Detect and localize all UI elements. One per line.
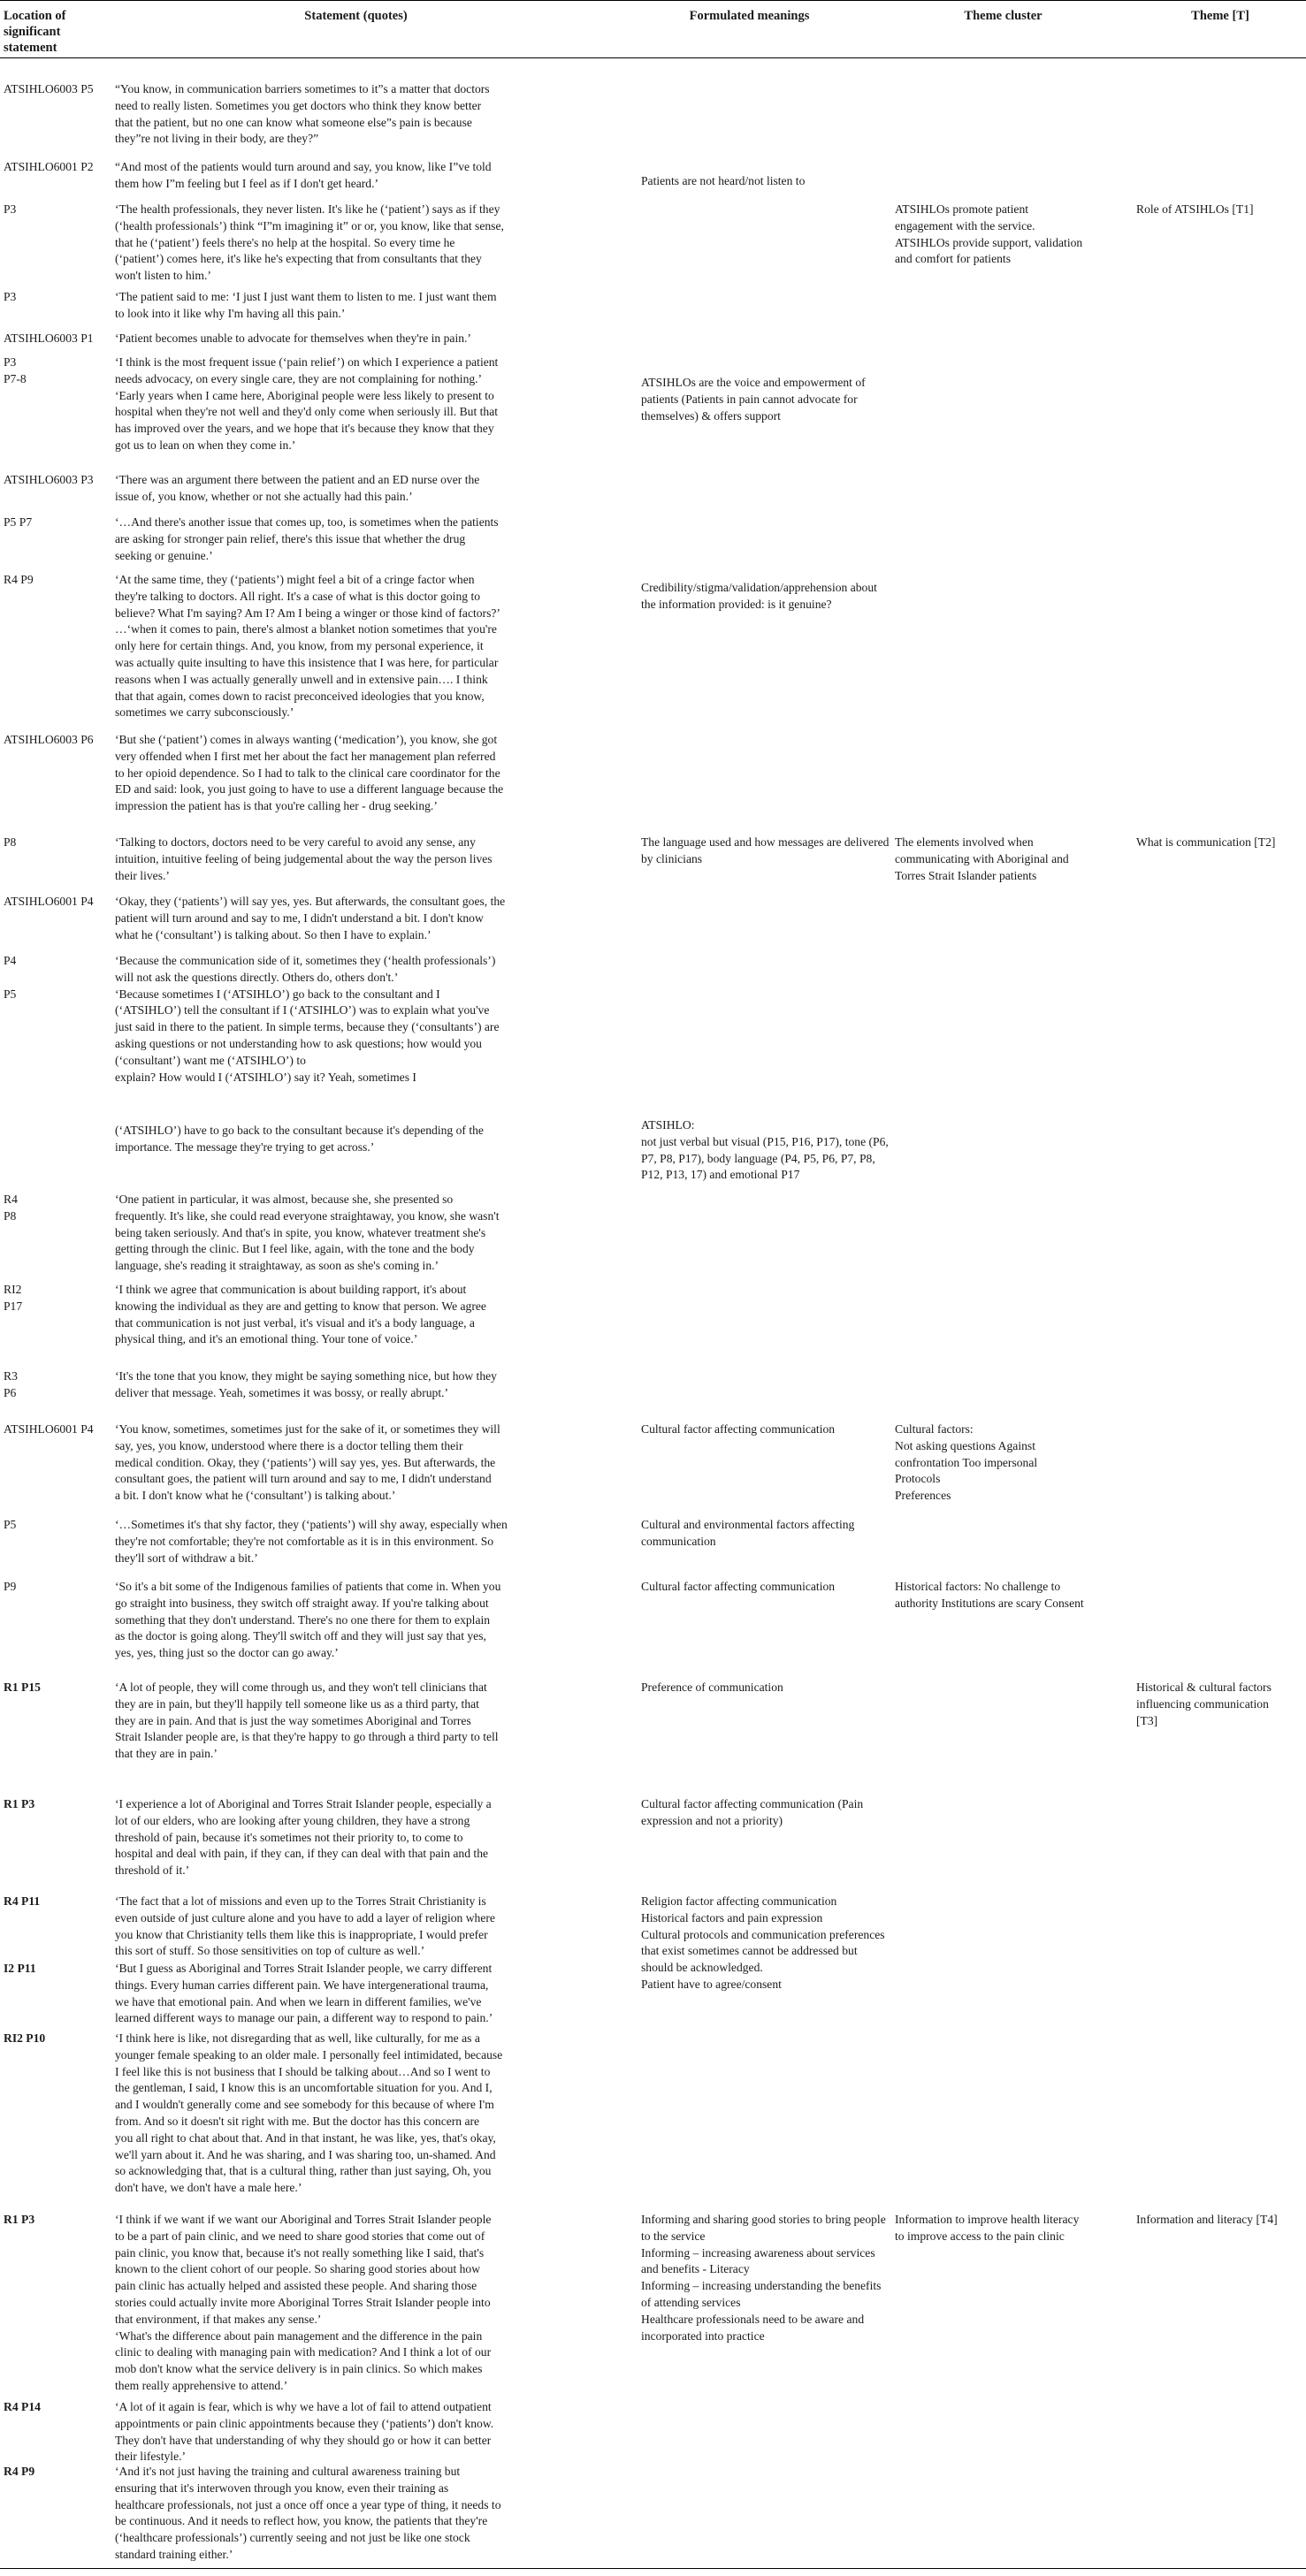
location-cell: R1 P3 (4, 2213, 35, 2226)
formulated-meaning: Cultural factor affecting communication (641, 1580, 836, 1593)
location-cell: RI2 P17 (4, 1283, 23, 1313)
formulated-meaning: Patients are not heard/not listen to (641, 174, 806, 187)
statement-quote: ‘The health professionals, they never listen. It's like he (‘patient’) says as if they (‘health professionals’) think “I”m imagining it” or or, you know, like that sense, that he (‘patient’) feels there's no help at the hospital. So every time he (‘patient’) comes here, it's like he's expecting that from consultants that they won't listen to him.’ (115, 202, 504, 283)
location-cell: P8 (4, 835, 17, 849)
header-meanings: Formulated meanings (689, 9, 810, 23)
statement-quote: ‘At the same time, they (‘patients’) might feel a bit of a cringe factor when they're talking to doctors. All right. It's a case of what is this doctor going to believe? What I'm saying? Am I? Am I being a winger or those kind of factors?’ …‘when it comes to pain, there's almost a blanket notion sometimes that you're only here for certain things. And, you know, from my personal experience, it was actually quite insulting to have this insistence that I was here, for particular reasons when I was actually generally unwell and in extensive pain…. I think that that again, comes down to racist preconceived ideologies that you know, sometimes we carry subconsciously.’ (115, 573, 500, 720)
formulated-meaning: Religion factor affecting communication Historical factors and pain expression Cultural protocols and communication preferences that exist sometimes cannot be addressed but should be acknowledged. Patient have to agree/consent (641, 1894, 885, 1991)
location-cell: ATSIHLO6003 P5 (4, 82, 94, 95)
statement-quote: ‘But she (‘patient’) comes in always wanting (‘medication’), you know, she got very offended when I first met her about the fact her management plan referred to her opioid dependence. So I had to talk to the clinical care coordinator for the ED and said: look, you just going to have to use a different language because the impression the patient has is that you're calling her - drug seeking.’ (115, 733, 504, 813)
statement-quote: ‘I think is the most frequent issue (‘pain relief’) on which I experience a patient needs advocacy, on every single care, they are not complaining for nothing.’ ‘Early years when I came here, Aboriginal people were less likely to present to hospital when they're not well and they'd only come when seriously ill. But that has improved over the years, and we hope that it's because they know that they got us to lean on when they come in.’ (115, 355, 499, 452)
header-cluster: Theme cluster (964, 9, 1043, 23)
location-cell: P5 (4, 1518, 17, 1531)
location-cell: P4 P5 (4, 954, 17, 1001)
statement-quote: ‘Because the communication side of it, sometimes they (‘health professionals’) will not ask the questions directly. Others do, others don't.’ ‘Because sometimes I (‘ATSIHLO’) go back to the consultant and I (‘ATSIHLO’) tell the consultant if I (‘ATSIHLO’) was to explain what you've just said in there to the patient. In simple terms, because they (‘consultants’) are asking questions or not understanding how to ask questions; how would you (‘consultant’) want me (‘ATSIHLO’) to explain? How would I (‘ATSIHLO’) say it? Yeah, sometimes I (115, 954, 500, 1084)
statement-quote: ‘The fact that a lot of missions and even up to the Torres Strait Christianity is even outside of just culture alone and you have to add a layer of religion where you know that Christianity tells them like this is inappropriate, I would prefer this sort of stuff. So those sensitivities on top of culture as well.’ (115, 1894, 495, 1958)
location-cell: I2 P11 (4, 1962, 36, 1975)
location-cell: ATSIHLO6003 P3 (4, 473, 94, 486)
statement-quote: ‘So it's a bit some of the Indigenous families of patients that come in. When you go straight into business, they switch off straight away. If you're talking about something that they don't understand. There's no one there for them to explain as the doctor is going along. They'll switch off and they will just say that yes, yes, yes, thing just so the doctor can go away.’ (115, 1580, 501, 1660)
location-cell: R1 P15 (4, 1680, 41, 1694)
formulated-meaning: ATSIHLOs are the voice and empowerment of patients (Patients in pain cannot advocate for themselves) & offers support (641, 376, 866, 423)
formulated-meaning: Cultural factor affecting communication (641, 1422, 836, 1436)
formulated-meaning: Credibility/stigma/validation/apprehension about the information provided: is it genuine? (641, 581, 877, 611)
formulated-meaning: Cultural factor affecting communication (Pain expression and not a priority) (641, 1797, 864, 1827)
theme-cluster: The elements involved when communicating with Aboriginal and Torres Strait Islander patients (895, 835, 1069, 882)
theme-cluster: Historical factors: No challenge to authority Institutions are scary Consent (895, 1580, 1084, 1610)
statement-quote: ‘I think if we want if we want our Aboriginal and Torres Strait Islander people to be a part of pain clinic, and we need to share good stories that come out of pain clinic, you know that, because it's not really something like I said, that's known to the client cohort of our people. So sharing good stories about how pain clinic has actually helped and assisted these people. And sharing those stories could actually invite more Aboriginal Torres Strait Islander people into that environment, if that makes any sense.’ ‘What's the difference about pain management and the difference in the pain clinic to dealing with managing pain with medication? And I think a lot of our mob don't know what the service delivery is in pain clinics. So which makes them really apprehensive to attend.’ (115, 2213, 492, 2392)
location-cell: ATSIHLO6003 P6 (4, 733, 94, 746)
formulated-meaning: Cultural and environmental factors affecting communication (641, 1518, 855, 1548)
theme-label: What is communication [T2] (1136, 835, 1276, 849)
location-cell: R4 P8 (4, 1193, 18, 1223)
statement-quote: ‘A lot of it again is fear, which is why we have a lot of fail to attend outpatient appointments or pain clinic appointments because they (‘patients’) don't know. They don't have that understanding of why they should go or how it can better their lifestyle.’ (115, 2400, 494, 2464)
header-location: Location of significant statement (4, 9, 66, 55)
location-cell: ATSIHLO6001 P2 (4, 160, 94, 173)
statement-quote: ‘I think here is like, not disregarding that as well, like culturally, for me as a younger female speaking to an older male. I personally feel intimidated, because I feel like this is not business that I should be talking about…And so I went to the gentleman, I said, I know this is an uncomfortable situation for you. And I, and I wouldn't generally come and see somebody for this because of where I'm from. And so it doesn't sit right with me. But the doctor has this concern are you all right to chat about that. And in that instant, he was like, yes, that's okay, we'll yarn about it. And he was sharing, and I was sharing too, un-shamed. And so acknowledging that, that is a cultural thing, rather than just saying, Oh, you don't have, we don't have a male here.’ (115, 2031, 503, 2195)
location-cell: R3 P6 (4, 1369, 18, 1399)
theme-label: Historical & cultural factors influencing communication [T3] (1136, 1680, 1272, 1727)
location-cell: R4 P9 (4, 573, 34, 586)
location-cell: P3 (4, 202, 17, 216)
header-theme: Theme [T] (1191, 9, 1249, 23)
statement-quote: “You know, in communication barriers sometimes to it”s a matter that doctors need to really listen. Sometimes you get doctors who think they know better that the patient, but no one can know what someone else”s pain is because they”re not living in their body, are they?” (115, 82, 490, 146)
statement-quote: ‘And it's not just having the training and cultural awareness training but ensuring that it's interwoven through you know, even their training as healthcare professionals, not just a once off once a year type of thing, it needs to be continuous. And it needs to reflect how, you know, the patients that they're (‘healthcare professionals’) currently seeing and not just be like one stock standard training either.’ (115, 2465, 501, 2561)
statement-quote: ‘I experience a lot of Aboriginal and Torres Strait Islander people, especially a lot of our elders, who are looking after young children, they have a strong threshold of pain, because it's sometimes not their priority to, to come to hospital and deal with pain, if they can, if they can deal with that pain and the threshold of it.’ (115, 1797, 492, 1878)
location-cell: P5 P7 (4, 515, 33, 529)
location-cell: P9 (4, 1580, 17, 1593)
header-statement: Statement (quotes) (304, 9, 408, 23)
theme-cluster: Cultural factors: Not asking questions Against confrontation Too impersonal Protocols Preferences (895, 1422, 1038, 1503)
location-cell: R4 P11 (4, 1894, 41, 1908)
table-bottom-rule (0, 2568, 1306, 2569)
statement-quote: ‘Talking to doctors, doctors need to be very careful to avoid any sense, any intuition, intuitive feeling of being judgemental about the way the person lives their lives.’ (115, 835, 493, 882)
location-cell: R4 P9 (4, 2465, 35, 2478)
location-cell: RI2 P10 (4, 2031, 46, 2045)
statement-quote: ‘You know, sometimes, sometimes just for the sake of it, or sometimes they will say, yes, you know, understood where there is a doctor telling them their medical condition. Okay, they (‘patients’) will say yes, yes. But afterwards, the consultant goes, the patient will turn around and say to me, I didn't understand a bit. I don't know what he (‘consultant’) is talking about.’ (115, 1422, 500, 1503)
theme-cluster: ATSIHLOs promote patient engagement with the service. ATSIHLOs provide support, validation and comfort for patients (895, 202, 1083, 266)
statement-quote: ‘Okay, they (‘patients’) will say yes, yes. But afterwards, the consultant goes, the patient will turn around and say to me, I didn't understand a bit. I don't know what he (‘consultant’) is talking about. So then I have to explain.’ (115, 895, 506, 941)
statement-quote: ‘…Sometimes it's that shy factor, they (‘patients’) will shy away, especially when they're not comfortable; they're not comfortable as it is in this environment. So they'll sort of withdraw a bit.’ (115, 1518, 508, 1565)
location-cell: ATSIHLO6001 P4 (4, 1422, 94, 1436)
formulated-meaning: The language used and how messages are delivered by clinicians (641, 835, 890, 865)
statement-quote: ‘The patient said to me: ‘I just I just want them to listen to me. I just want them to look into it like why I'm having all this pain.’ (115, 290, 497, 320)
theme-label: Role of ATSIHLOs [T1] (1136, 202, 1254, 216)
formulated-meaning: Informing and sharing good stories to bring people to the service Informing – increasing awareness about services and benefits - Literacy Informing – increasing understanding the benefits of attending services Healthcare professionals need to be aware and incorporated into practice (641, 2213, 886, 2343)
statement-quote: ‘There was an argument there between the patient and an ED nurse over the issue of, you know, whether or not she actually had this pain.’ (115, 473, 480, 503)
location-cell: ATSIHLO6001 P4 (4, 895, 94, 908)
statement-quote: ‘…And there's another issue that comes up, too, is sometimes when the patients are asking for stronger pain relief, there's this issue that whether the drug seeking or genuine.’ (115, 515, 499, 562)
location-cell: P3 P7-8 (4, 355, 27, 385)
location-cell: R1 P3 (4, 1797, 35, 1810)
statement-quote: ‘But I guess as Aboriginal and Torres Strait Islander people, we carry different things. Every human carries different pain. We have intergenerational trauma, we have that emotional pain. And when we learn in different families, we've learned different ways to manage our pain, a different way to respond to pain.’ (115, 1962, 493, 2025)
theme-label: Information and literacy [T4] (1136, 2213, 1278, 2226)
statement-quote: (‘ATSIHLO’) have to go back to the consultant because it's depending of the importance. The message they're trying to get across.’ (115, 1124, 484, 1154)
location-cell: P3 (4, 290, 17, 303)
statement-quote: ‘A lot of people, they will come through us, and they won't tell clinicians that they are in pain, but they'll happily tell someone like us as a third party, that they are in pain. And that is just the way sometimes Aboriginal and Torres Strait Islander people are, is that they're happy to go through a third party to tell that they are in pain.’ (115, 1680, 499, 1761)
statement-quote: ‘It's the tone that you know, they might be saying something nice, but how they deliver that message. Yeah, sometimes it was bossy, or really abrupt.’ (115, 1369, 497, 1399)
statement-quote: “And most of the patients would turn around and say, you know, like I”ve told them how I”m feeling but I feel as if I don't get heard.’ (115, 160, 492, 190)
statement-quote: ‘One patient in particular, it was almost, because she, she presented so frequently. It's like, she could read everyone straightaway, you know, she wasn't being taken seriously. And that's in spite, you know, whatever treatment she's getting through the clinic. But I feel like, again, with the tone and the body language, she's reading it straightaway, as soon as she's coming in.’ (115, 1193, 500, 1273)
formulated-meaning: ATSIHLO: not just verbal but visual (P15, P16, P17), tone (P6, P7, P8, P17), body language (P4, P5, P6, P7, P8, P12, P13, 17) and emotional P17 (641, 1118, 889, 1182)
statement-quote: ‘Patient becomes unable to advocate for themselves when they're in pain.’ (115, 332, 471, 345)
location-cell: ATSIHLO6003 P1 (4, 332, 94, 345)
location-cell: R4 P14 (4, 2400, 41, 2413)
table-header (0, 0, 1306, 58)
theme-cluster: Information to improve health literacy to improve access to the pain clinic (895, 2213, 1080, 2243)
formulated-meaning: Preference of communication (641, 1680, 783, 1694)
statement-quote: ‘I think we agree that communication is about building rapport, it's about knowing the individual as they are and getting to know that person. We agree that communication is not just verbal, it's visual and it's a body language, a physical thing, and it's an emotional thing. Your tone of voice.’ (115, 1283, 486, 1346)
